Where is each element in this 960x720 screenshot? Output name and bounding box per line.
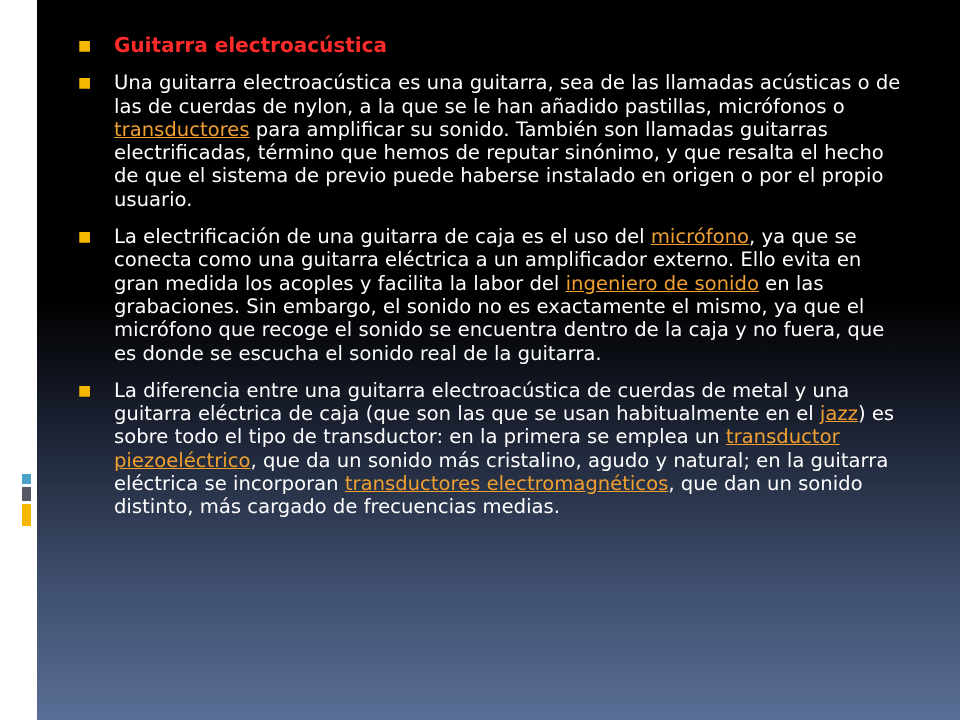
bullet-text: , que dan un sonido distinto, más cargado de frecuencias medias. (114, 472, 863, 519)
bullet-item-heading (78, 34, 908, 57)
link-transductor-piezoelectrico[interactable]: transductor piezoeléctrico (114, 425, 840, 472)
bullet-square-icon: ■ (78, 38, 92, 54)
accent-bar-gray (22, 487, 31, 501)
bullet-text: , ya que se conecta como una guitarra eléctrica a un amplificador externo. Ello evita en gran medida los acoples y facilita la labor del (114, 225, 862, 295)
accent-bar-yellow (22, 504, 31, 526)
link-ingeniero-de-sonido[interactable]: ingeniero de sonido (565, 271, 759, 295)
link-transductores[interactable]: transductores (114, 117, 250, 141)
bullet-text: La diferencia entre una guitarra electroacústica de cuerdas de metal y una guitarra eléctrica de caja (que son las que se usan habitualmente en el (114, 378, 850, 426)
slide-content (78, 34, 908, 533)
slide-heading: Guitarra electroacústica (114, 33, 388, 57)
bullet-square-icon: ■ (78, 229, 92, 246)
accent-bar-white-middle (22, 250, 31, 470)
bullet-text: La electrificación de una guitarra de caja es el uso del (114, 225, 651, 249)
bullet-text: Una guitarra electroacústica es una guitarra, sea de las llamadas acústicas o de las de cuerdas de nylon, a la que se le han añadido pastillas, micrófonos o (114, 71, 901, 118)
accent-bar-white-bottom (22, 529, 31, 720)
bullet-text: para amplificar su sonido. También son llamadas guitarras electrificadas, término que hemos de reputar sinónimo, y que resalta el hecho de que el sistema de previo puede haberse instalado en origen o por el propio usuario. (114, 117, 884, 211)
bullet-item-diferencia (78, 379, 908, 519)
link-jazz[interactable]: jazz (819, 402, 858, 426)
bullet-text: , que da un sonido más cristalino, agudo y natural; en la guitarra eléctrica se incorporan (114, 448, 889, 496)
bullet-square-icon: ■ (78, 75, 92, 92)
accent-bar-blue (22, 474, 31, 484)
bullet-item-definition (78, 71, 908, 211)
bullet-item-electrificacion (78, 225, 908, 365)
link-microfono[interactable]: micrófono (650, 225, 750, 249)
bullet-square-icon: ■ (78, 382, 92, 399)
bullet-text: ) es sobre todo el tipo de transductor: en la primera se emplea un (114, 402, 895, 449)
link-transductores-electromagneticos[interactable]: transductores electromagnéticos (344, 472, 669, 496)
accent-bars (22, 0, 38, 720)
bullet-text: en las grabaciones. Sin embargo, el sonido no es exactamente el mismo, ya que el micrófono que recoge el sonido se encuentra dentro de la caja y no fuera, que es donde se escucha el sonido real de la guitarra. (114, 271, 885, 365)
accent-bar-white-top (22, 20, 31, 246)
